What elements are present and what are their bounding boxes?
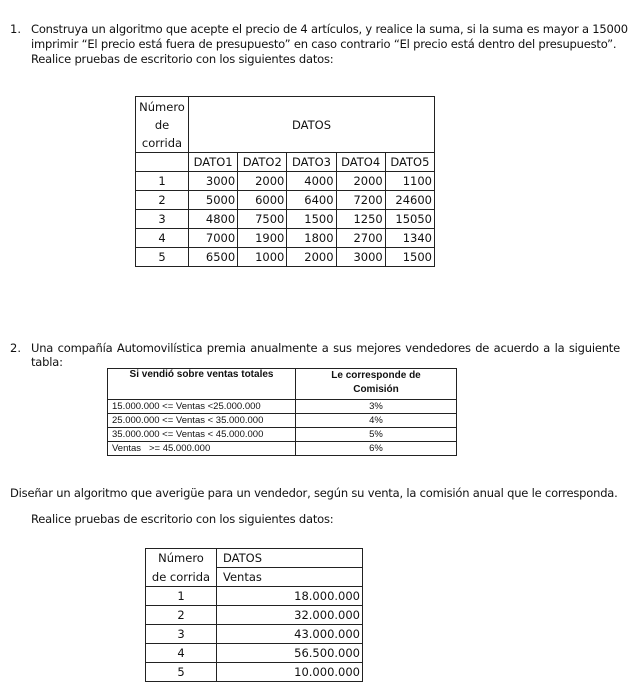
table-1-col-header: DATO5 bbox=[385, 153, 434, 172]
commission-header-sales: Si vendió sobre ventas totales bbox=[108, 369, 296, 400]
data-table-1 bbox=[135, 96, 435, 267]
commission-header-line-1: Le corresponde de bbox=[331, 370, 421, 381]
cell: 6400 bbox=[287, 191, 336, 210]
table-1-group-header: DATOS bbox=[189, 97, 435, 153]
row-id: 1 bbox=[146, 587, 217, 606]
cell: 3000 bbox=[336, 248, 385, 267]
sales-range: 15.000.000 <= Ventas <25.000.000 bbox=[108, 400, 296, 414]
sales-range: 25.000.000 <= Ventas < 35.000.000 bbox=[108, 414, 296, 428]
cell: 1100 bbox=[385, 172, 434, 191]
sales-range: 35.000.000 <= Ventas < 45.000.000 bbox=[108, 428, 296, 442]
commission-value: 3% bbox=[296, 400, 457, 414]
question-1-number: 1. bbox=[10, 22, 21, 36]
commission-value: 6% bbox=[296, 442, 457, 456]
cell: 6500 bbox=[189, 248, 238, 267]
cell: 3000 bbox=[189, 172, 238, 191]
table-row bbox=[108, 442, 457, 456]
cell: 1900 bbox=[238, 229, 287, 248]
cell: 1500 bbox=[287, 210, 336, 229]
table-1-corner: Número de corrida bbox=[136, 97, 189, 153]
row-id: 5 bbox=[136, 248, 189, 267]
question-2-number: 2. bbox=[10, 341, 21, 355]
table-row bbox=[108, 428, 457, 442]
row-id: 5 bbox=[146, 663, 217, 682]
table-row bbox=[136, 229, 435, 248]
sales-value: 32.000.000 bbox=[217, 606, 363, 625]
cell: 7000 bbox=[189, 229, 238, 248]
cell: 7200 bbox=[336, 191, 385, 210]
commission-header-line-2: Comisión bbox=[353, 384, 399, 395]
table-row bbox=[146, 587, 363, 606]
table-row bbox=[136, 210, 435, 229]
table-1-col-header: DATO2 bbox=[238, 153, 287, 172]
sales-value: 43.000.000 bbox=[217, 625, 363, 644]
cell: 1500 bbox=[385, 248, 434, 267]
table-1-col-header: DATO1 bbox=[189, 153, 238, 172]
row-id: 2 bbox=[136, 191, 189, 210]
commission-table bbox=[107, 368, 457, 456]
cell: 5000 bbox=[189, 191, 238, 210]
row-id: 2 bbox=[146, 606, 217, 625]
sales-value: 56.500.000 bbox=[217, 644, 363, 663]
test-instruction: Realice pruebas de escritorio con los siguientes datos: bbox=[31, 512, 334, 526]
sales-test-table bbox=[145, 548, 363, 682]
row-id: 3 bbox=[136, 210, 189, 229]
sales-value: 18.000.000 bbox=[217, 587, 363, 606]
question-2-line-1: Una compañía Automovilística premia anualmente a sus mejores vendedores de acuerdo a la siguiente bbox=[31, 341, 620, 355]
cell: 2000 bbox=[238, 172, 287, 191]
row-id: 3 bbox=[146, 625, 217, 644]
table-row bbox=[136, 248, 435, 267]
cell: 7500 bbox=[238, 210, 287, 229]
table-row bbox=[146, 663, 363, 682]
table-row bbox=[108, 400, 457, 414]
corner-line-1: Número bbox=[146, 549, 217, 568]
question-2-line-2: tabla: bbox=[31, 355, 63, 369]
table-row bbox=[136, 172, 435, 191]
table-1-col-header: DATO4 bbox=[336, 153, 385, 172]
cell: 1340 bbox=[385, 229, 434, 248]
cell: 1800 bbox=[287, 229, 336, 248]
question-1-line-2: imprimir “El precio está fuera de presupuesto” en caso contrario “El precio está dentro del presupuesto”. bbox=[31, 37, 617, 51]
row-id: 1 bbox=[136, 172, 189, 191]
table-row bbox=[136, 191, 435, 210]
table-row bbox=[146, 644, 363, 663]
cell: 2700 bbox=[336, 229, 385, 248]
row-id: 4 bbox=[136, 229, 189, 248]
sales-range: Ventas >= 45.000.000 bbox=[108, 442, 296, 456]
cell: 1250 bbox=[336, 210, 385, 229]
commission-value: 4% bbox=[296, 414, 457, 428]
test-table-subheader: Ventas bbox=[217, 568, 363, 587]
table-row bbox=[108, 414, 457, 428]
cell: 2000 bbox=[336, 172, 385, 191]
cell: 2000 bbox=[287, 248, 336, 267]
cell: 4800 bbox=[189, 210, 238, 229]
commission-header-commission bbox=[296, 369, 457, 400]
table-row bbox=[146, 606, 363, 625]
commission-value: 5% bbox=[296, 428, 457, 442]
cell: 24600 bbox=[385, 191, 434, 210]
table-row bbox=[146, 625, 363, 644]
cell: 6000 bbox=[238, 191, 287, 210]
sales-value: 10.000.000 bbox=[217, 663, 363, 682]
cell: 15050 bbox=[385, 210, 434, 229]
row-id: 4 bbox=[146, 644, 217, 663]
question-1-line-3: Realice pruebas de escritorio con los siguientes datos: bbox=[31, 52, 334, 66]
corner-line-2: de corrida bbox=[146, 568, 217, 587]
cell: 4000 bbox=[287, 172, 336, 191]
test-table-header: DATOS bbox=[217, 549, 363, 568]
cell: 1000 bbox=[238, 248, 287, 267]
table-1-col-header: DATO3 bbox=[287, 153, 336, 172]
question-1-line-1: Construya un algoritmo que acepte el precio de 4 artículos, y realice la suma, si la suma es mayor a 15000 bbox=[31, 22, 628, 36]
design-instruction: Diseñar un algoritmo que averigüe para un vendedor, según su venta, la comisión anual que le corresponda. bbox=[10, 486, 618, 500]
